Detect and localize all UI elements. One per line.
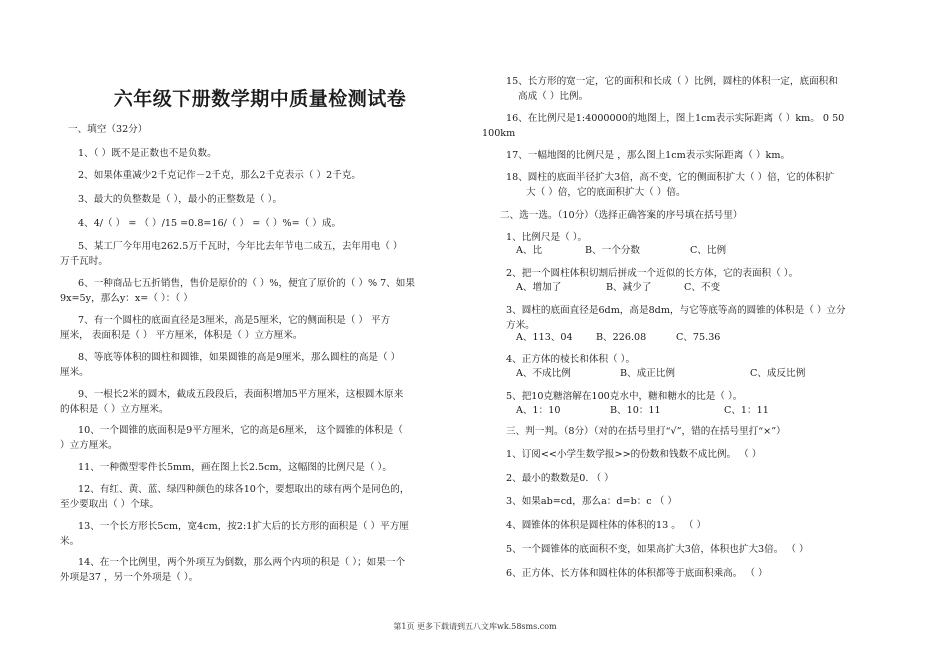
page-title: 六年级下册数学期中质量检测试卷 (113, 88, 407, 110)
section-fill-blank-heading: 一、填空（32分） (68, 124, 148, 135)
judge-question-1: 1、订阅<<小学生数学报>>的份数和钱数不成比例。 （ ） (506, 449, 762, 460)
question-2: 2、如果体重减少2千克记作－2千克，那么2千克表示（ ）2千克。 (78, 170, 362, 181)
judge-question-3: 3、如果ab=cd，那么a：d=b：c （ ） (506, 496, 677, 507)
question-4: 4、4/（ ） = （ ）/15 =0.8=16/（ ） =（ ）%=（ ）成。 (78, 218, 342, 229)
question-3: 3、最大的负整数是（ ），最小的正整数是（ ）。 (78, 194, 283, 205)
section-true-false-heading: 三、判一判。（8分）（对的在括号里打“√”，错的在括号里打“×”） (506, 426, 786, 437)
judge-question-5: 5、一个圆锥体的底面积不变，如果高扩大3倍，体积也扩大3倍。 （ ） (506, 544, 809, 555)
question-17: 17、一幅地图的比例尺是 ，那么图上1cm表示实际距离（ ）km。 (506, 150, 791, 161)
judge-question-6: 6、正方体、长方体和圆柱体的体积都等于底面积乘高。 （ ） (506, 568, 768, 579)
judge-question-4: 4、圆锥体的体积是圆柱体的体积的13 。 （ ） (506, 520, 707, 531)
section-multiple-choice-heading: 二、选一选。（10分）（选择正确答案的序号填在括号里） (500, 210, 743, 221)
page-footer: 第1页 更多下载请到五八文库wk.58sms.com (393, 622, 557, 631)
question-1: 1、（ ）既不是正数也不是负数。 (78, 148, 217, 159)
question-11: 11、一种微型零件长5mm，画在图上长2.5cm，这幅图的比例尺是（ ）。 (78, 462, 392, 473)
judge-question-2: 2、最小的数数是0. （ ） (506, 473, 614, 484)
